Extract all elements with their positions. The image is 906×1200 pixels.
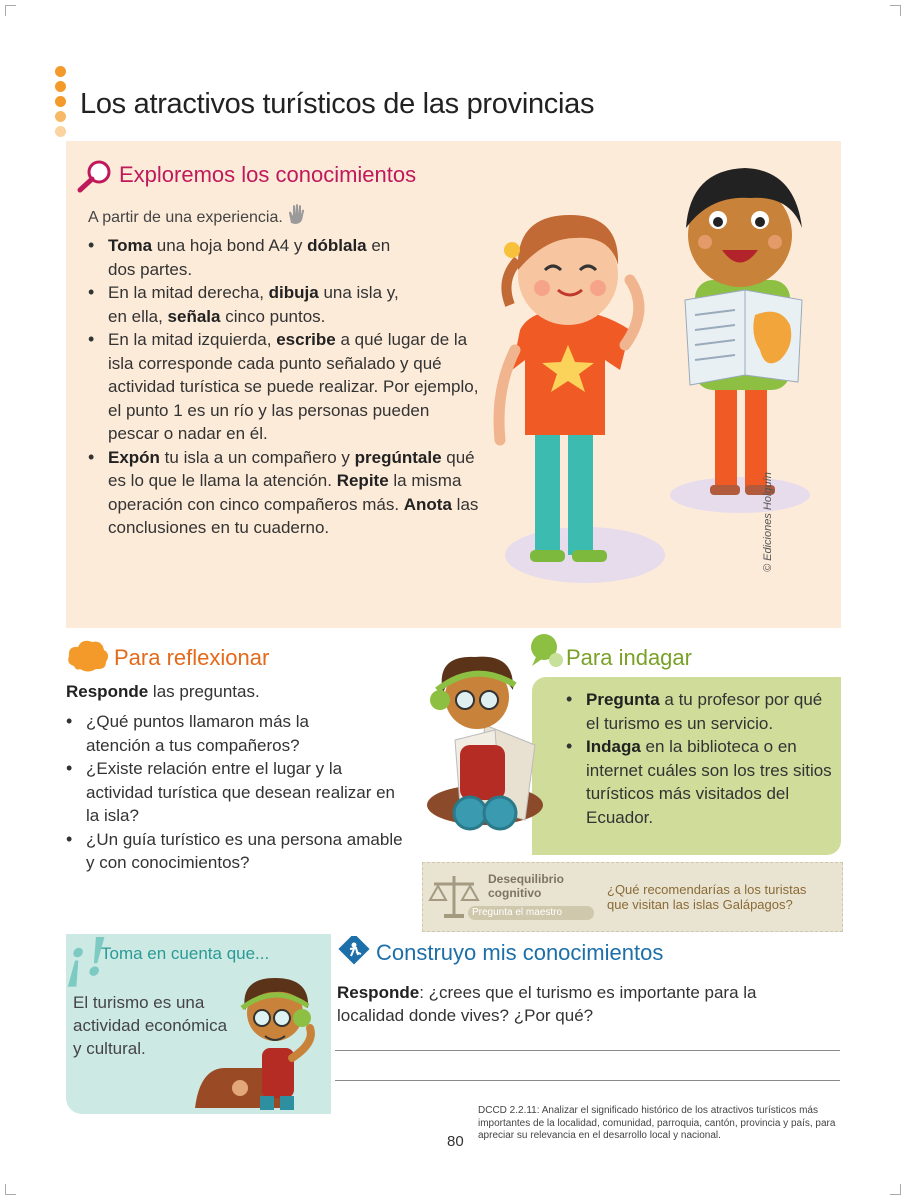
hand-icon xyxy=(287,203,307,225)
toma-heading: Toma en cuenta que... xyxy=(101,944,270,963)
image-credit: © Ediciones Holguín xyxy=(762,472,774,572)
explore-item-2: • En la mitad derecha, dibuja una isla y, en ella, señala cinco puntos. xyxy=(88,281,484,328)
page-title: Los atractivos turísticos de las provincias xyxy=(80,88,595,120)
reflexionar-item-3: • ¿Un guía turístico es una persona amable y con conocimientos? xyxy=(66,828,411,875)
title-dots xyxy=(55,66,66,141)
indagar-list xyxy=(566,688,838,829)
thought-cloud-icon xyxy=(66,638,110,674)
indagar-item-2: • Indaga en la biblioteca o en internet cuáles son los tres sitios turísticos más visitados del Ecuador. xyxy=(566,735,838,829)
construyo-text: Responde: ¿crees que el turismo es importante para la localidad donde vives? ¿Por qué? xyxy=(337,983,757,1025)
page-number: 80 xyxy=(447,1133,464,1150)
construyo-heading: Construyo mis conocimientos xyxy=(376,940,664,965)
magnifier-icon xyxy=(74,158,116,194)
reflexionar-list xyxy=(66,710,411,875)
crop-mark-bottom-right xyxy=(890,1184,901,1195)
explore-heading: Exploremos los conocimientos xyxy=(119,162,417,187)
toma-text: El turismo es una actividad económica y cultural. xyxy=(73,993,228,1058)
reflexionar-item-2: • ¿Existe relación entre el lugar y la actividad turística que desean realizar en la isla? xyxy=(66,757,411,828)
explore-item-4: • Expón tu isla a un compañero y pregúntale qué es lo que le llama la atención. Repite la misma operación con cinco compañeros más. Anota las conclusiones en tu cuaderno. xyxy=(88,446,484,540)
explore-item-1: • Toma una hoja bond A4 y dóblala en dos partes. xyxy=(88,234,484,281)
answer-line-2 xyxy=(335,1080,840,1081)
answer-line-1 xyxy=(335,1050,840,1051)
indagar-heading: Para indagar xyxy=(566,645,692,670)
desequilibrio-question: ¿Qué recomendarías a los turistas que visitan las islas Galápagos? xyxy=(607,882,807,912)
explore-intro-row xyxy=(88,203,307,227)
desequilibrio-sub: Pregunta el maestro xyxy=(468,906,594,920)
reflexionar-heading: Para reflexionar xyxy=(114,645,270,670)
explore-item-3: • En la mitad izquierda, escribe a qué lugar de la isla corresponde cada punto señalado y qué actividad turística se puede realizar. Por ejemplo, el punto 1 es un río y las personas pueden pescar o nadar en él. xyxy=(88,328,484,446)
exclamation-icon: ¡! xyxy=(62,923,113,988)
explore-list xyxy=(88,234,484,540)
crop-mark-top-left xyxy=(5,5,16,16)
curriculum-standard: DCCD 2.2.11: Analizar el significado histórico de los atractivos turísticos más importantes de la localidad, comunidad, parroquia, cantón, provincia y país, para apreciar su relevancia en el desarrollo local y nacional. xyxy=(478,1105,836,1141)
desequilibrio-label: Desequilibrio cognitivo xyxy=(488,872,565,900)
reflexionar-item-1: • ¿Qué puntos llamaron más la atención a tus compañeros? xyxy=(66,710,411,757)
reflexionar-intro: Responde las preguntas. xyxy=(66,682,260,701)
explorer-boy-small-illustration xyxy=(180,968,325,1118)
explore-intro: A partir de una experiencia. xyxy=(88,209,283,226)
crop-mark-top-right xyxy=(890,5,901,16)
crop-mark-bottom-left xyxy=(5,1184,16,1195)
construction-sign-icon xyxy=(337,936,371,966)
indagar-item-1: • Pregunta a tu profesor por qué el turismo es un servicio. xyxy=(566,688,838,735)
explorer-boy-illustration xyxy=(415,645,555,845)
